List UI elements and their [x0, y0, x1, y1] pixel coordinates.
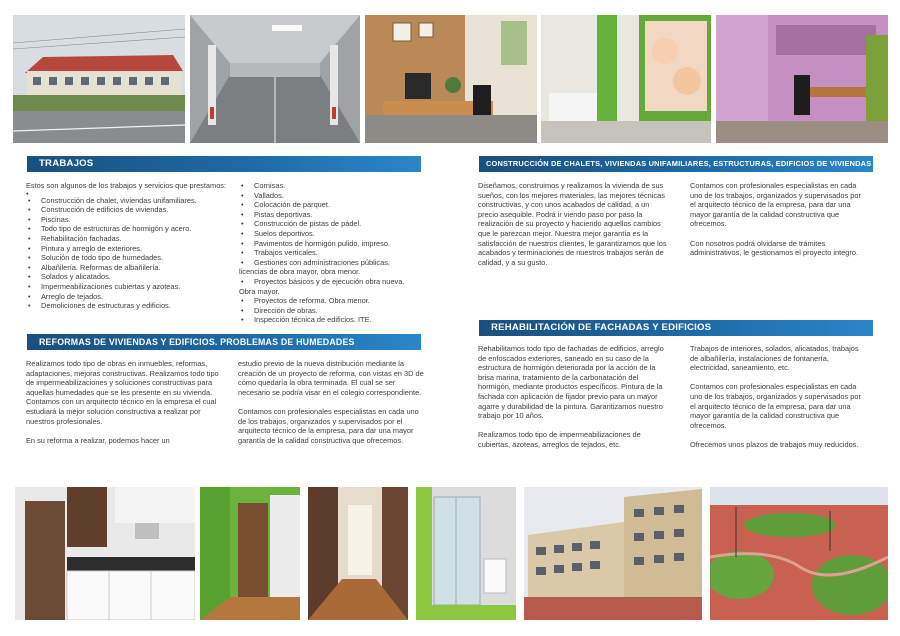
- reformas-title: REFORMAS DE VIVIENDAS Y EDIFICIOS. PROBLEMAS DE HUMEDADES: [39, 337, 355, 347]
- chalets-right-column: [690, 181, 868, 258]
- photo-park: [710, 487, 888, 620]
- photo-apartment-buildings: [524, 487, 702, 620]
- trabajos-intro-bullet: •: [26, 188, 29, 198]
- list-item: • Construcción de chalet, viviendas unifamiliares.: [26, 196, 236, 206]
- list-item: • Todo tipo de estructuras de hormigón y acero.: [26, 224, 236, 234]
- rehabilitacion-title: REHABILITACIÓN DE FACHADAS Y EDIFICIOS: [491, 322, 712, 333]
- list-item: • Gestiones con administraciones públicas,: [239, 258, 429, 268]
- list-item: • Construcción de edificios de viviendas.: [26, 205, 236, 215]
- list-item: • Pavimentos de hormigón pulido, impreso.: [239, 239, 429, 249]
- reformas-right-p1: estudio previo de la nueva distribución mediante la creación de un proyecto de reforma, con vistas en 3D de cómo quedaría la obra terminada. El cual se ser necesario se podría visar en el colegio correspondiente.: [238, 359, 424, 397]
- trabajos-intro: Estos son algunos de los trabajos y servicios que prestamos:: [26, 181, 227, 190]
- rehabilitacion-right-column: [690, 344, 868, 450]
- photo-shower: [416, 487, 516, 620]
- rehabilitacion-right-p1: Trabajos de interiores, solados, alicatados, trabajos de albañilería, instalaciones de fontanería, electricidad, saneamiento, etc.: [690, 344, 859, 373]
- list-item: • Dirección de obras.: [239, 306, 429, 316]
- rehabilitacion-right-p2: Contamos con profesionales especialistas en cada uno de los trabajos, organizados y supervisados por el arquitecto técnico de la empresa, para dar una mayor garantía de la calidad constructiva que ofrecemos.: [690, 382, 861, 430]
- reformas-left-column: [26, 359, 224, 445]
- list-item: • Suelos deportivos.: [239, 229, 429, 239]
- trabajos-title: TRABAJOS: [39, 158, 94, 169]
- list-item: • Proyectos de reforma. Obra menor.: [239, 296, 429, 306]
- list-item: • Inspección técnica de edificios. ITE.: [239, 315, 429, 325]
- rehabilitacion-left-column: [478, 344, 668, 450]
- rehabilitacion-right-p3: Ofrecemos unos plazos de trabajos muy reducidos.: [690, 439, 859, 449]
- list-item: • Albañilería. Reformas de albañilería.: [26, 263, 236, 273]
- list-item: • Impermeabilizaciones cubiertas y azoteas.: [26, 282, 236, 292]
- reformas-right-column: [238, 359, 426, 445]
- photo-purple-office: [716, 15, 888, 143]
- reformas-right-p2: Contamos con profesionales especialistas en cada uno de los trabajos, organizados y supervisados por el arquitecto técnico de la empresa, para dar una mayor garantía de la calidad constructiva que ofrecemos.: [238, 406, 419, 445]
- trabajos-list-left: [26, 196, 236, 311]
- list-item: • Rehabilitación fachadas.: [26, 234, 236, 244]
- chalets-right-p1: Contamos con profesionales especialistas en cada uno de los trabajos, organizados y supervisados por el arquitecto técnico de la empresa, para dar una mayor garantía de la calidad constructiva que ofrecemos.: [690, 181, 861, 229]
- chalets-left-p1: Diseñamos, construimos y realizamos la vivienda de sus sueños, con los mejores materiales, las mejores técnicas constructivas, y con unos acabados de calidad, a un precio asequible. Podrá ir viendo paso por paso la realización de su proyecto y haciendo aquellos cambios que le parezcan mejor. Nuestra mejor garantía es la satisfacción de nuestros clientes, le garantizamos que los acabados y terminaciones de nuestros trabajos serán de calidad, y a su gusto.: [478, 181, 667, 267]
- rehabilitacion-left-p2: Realizamos todo tipo de impermeabilizaciones de cubiertas, azoteas, arreglos de tejados, etc.: [478, 430, 641, 449]
- list-item: • Construcción de pistas de pádel.: [239, 219, 429, 229]
- list-item: • Pistas deportivas.: [239, 210, 429, 220]
- trabajos-banner: [27, 156, 421, 172]
- list-item: • Vallados.: [239, 191, 429, 201]
- photo-row-houses: [13, 15, 185, 143]
- chalets-right-p2: Con nosotros podrá olvidarse de trámites administrativos, le gestionamos el proyecto integro.: [690, 238, 859, 258]
- reformas-banner: [27, 334, 421, 350]
- trabajos-left-column: [26, 181, 236, 311]
- list-item: • Solución de todo tipo de humedades.: [26, 253, 236, 263]
- chalets-banner: [479, 156, 873, 172]
- photo-kitchen: [15, 487, 195, 620]
- rehabilitacion-banner: [479, 320, 873, 336]
- trabajos-list-right: [239, 181, 429, 325]
- trabajos-right-column: [239, 181, 429, 325]
- list-item-continuation: Obra mayor.: [239, 286, 280, 296]
- photo-wood-corridor: [308, 487, 408, 620]
- reformas-left-p2: En su reforma a realizar, podemos hacer un: [26, 435, 170, 445]
- list-item: • Colocación de parquet.: [239, 200, 429, 210]
- list-item: • Proyectos básicos y de ejecución obra nueva.: [239, 277, 429, 287]
- list-item: • Cornisas.: [239, 181, 429, 191]
- rehabilitacion-left-p1: Rehabilitamos todo tipo de fachadas de edificios, arreglo de enfoscados exteriores, saneado en su caso de la estructura de hormigón deteriorada por la acción de la brisa marina, tratamiento de la carbonatación del hormigón, mediante productos específicos. Pintura de la fachada con aplicación de fijador previo para un mayor agarre y durabilidad de la pintura. Garantizamos nuestro trabajo por 10 años.: [478, 344, 664, 421]
- list-item: • Demoliciones de estructuras y edificios.: [26, 301, 236, 311]
- list-item-continuation: licencias de obra mayor, obra menor.: [239, 267, 361, 277]
- list-item: • Pintura y arreglo de exteriores.: [26, 244, 236, 254]
- reformas-left-p1: Realizamos todo tipo de obras en inmuebles, reformas, adaptaciones, mejoras constructivas. Realizamos todo tipo de impermeabilizaciones y soluciones constructivas para aquellas humedades que se les presente en su vivienda. Contamos con un arquitecto técnico en la empresa el cual estudiará la mejor solución constructiva a realizar por nuestros profesionales.: [26, 359, 219, 426]
- photo-green-hallway: [200, 487, 300, 620]
- photo-green-reception: [541, 15, 711, 143]
- chalets-title: CONSTRUCCIÓN DE CHALETS, VIVIENDAS UNIFAMILIARES, ESTRUCTURAS, EDIFICIOS DE VIVIENDAS: [486, 159, 872, 168]
- list-item: • Trabajos verticales.: [239, 248, 429, 258]
- photo-garage: [190, 15, 360, 143]
- list-item: • Piscinas.: [26, 215, 236, 225]
- chalets-left-column: [478, 181, 668, 267]
- list-item: • Arreglo de tejados.: [26, 292, 236, 302]
- photo-office: [365, 15, 537, 143]
- list-item: • Solados y alicatados.: [26, 272, 236, 282]
